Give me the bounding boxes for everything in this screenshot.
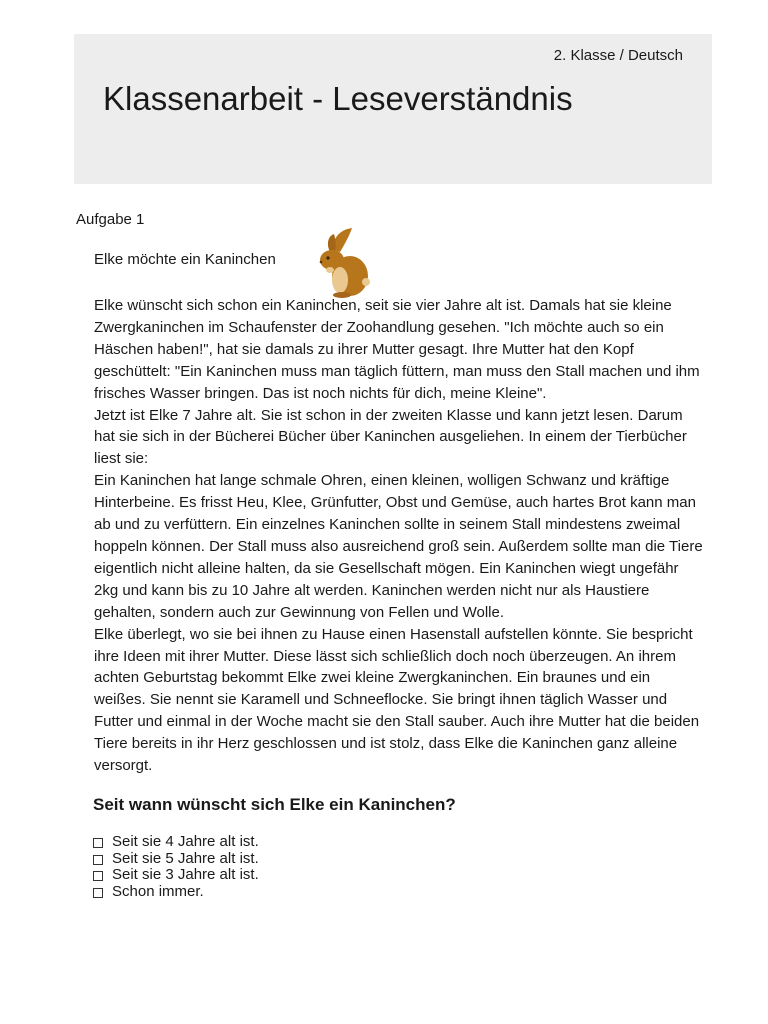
checkbox[interactable] [93, 871, 103, 881]
answer-option-label: Schon immer. [112, 882, 204, 900]
page-title: Klassenarbeit - Leseverständnis [103, 80, 573, 117]
header-box [74, 34, 712, 184]
answer-option[interactable] [93, 834, 259, 851]
question-heading: Seit wann wünscht sich Elke ein Kaninchen? [93, 795, 456, 814]
story-paragraph: Elke wünscht sich schon ein Kaninchen, seit sie vier Jahre alt ist. Damals hat sie kleine Zwergkaninchen im Schaufenster der Zoohandlung gesehen. "Ich möchte auch so ein Häschen haben!", hat sie damals zu ihrer Mutter gesagt. Ihre Mutter hat den Kopf geschüttelt: "Ein Kaninchen muss man täglich füttern, man muss den Stall machen und ihm frisches Wasser bringen. Das ist noch nichts für dich, meine Kleine". [94, 297, 700, 402]
answer-option-label: Seit sie 3 Jahre alt ist. [112, 866, 259, 883]
story-paragraph: Jetzt ist Elke 7 Jahre alt. Sie ist schon in der zweiten Klasse und kann jetzt lesen. Darum hat sie sich in der Bücherei Bücher über Kaninchen ausgeliehen. In einem der Tierbücher liest sie: [94, 406, 687, 468]
answer-option[interactable] [93, 851, 259, 868]
story-paragraph: Elke überlegt, wo sie bei ihnen zu Hause einen Hasenstall aufstellen könnte. Sie bespricht ihre Ideen mit ihrer Mutter. Diese lässt sich schließlich doch noch überzeugen. An ihrem achten Geburtstag bekommt Elke zwei kleine Zwergkaninchen. Ein braunes und ein weißes. Sie nennt sie Karamell und Schneeflocke. Sie bringt ihnen täglich Wasser und Futter und einmal in der Woche macht sie den Stall sauber. Auch ihre Mutter hat die beiden Tiere bereits in ihr Herz geschlossen und ist stolz, dass Elke die Kaninchen ganz alleine versorgt. [94, 625, 700, 775]
story-paragraph: Ein Kaninchen hat lange schmale Ohren, einen kleinen, wolligen Schwanz und kräftige Hinterbeine. Es frisst Heu, Klee, Grünfutter, Obst und Gemüse, auch hartes Brot kann man ab und zu verfüttern. Ein einzelnes Kaninchen sollte in seinem Stall mindestens zweimal hoppeln können. Der Stall muss also ausreichend groß sein. Außerdem sollte man die Tiere eigentlich nicht alleine halten, da sie Gesellschaft mögen. Ein Kaninchen wiegt ungefähr 2kg und kann bis zu 10 Jahre alt werden. Kaninchen werden nicht nur als Haustiere gehalten, sondern auch zur Gewinnung von Fellen und Wolle. [94, 472, 703, 621]
answer-option[interactable] [93, 867, 259, 884]
answer-option-label: Seit sie 5 Jahre alt ist. [112, 849, 259, 867]
task-label: Aufgabe 1 [76, 211, 145, 228]
checkbox[interactable] [93, 888, 103, 898]
checkbox[interactable] [93, 838, 103, 848]
answer-options [93, 834, 259, 900]
grade-subject: 2. Klasse / Deutsch [553, 47, 683, 64]
answer-option[interactable] [93, 884, 259, 901]
answer-option-label: Seit sie 4 Jahre alt ist. [112, 833, 259, 850]
rabbit-icon [312, 226, 372, 298]
story-title: Elke möchte ein Kaninchen [94, 251, 276, 268]
story-text [94, 295, 704, 777]
checkbox[interactable] [93, 855, 103, 865]
